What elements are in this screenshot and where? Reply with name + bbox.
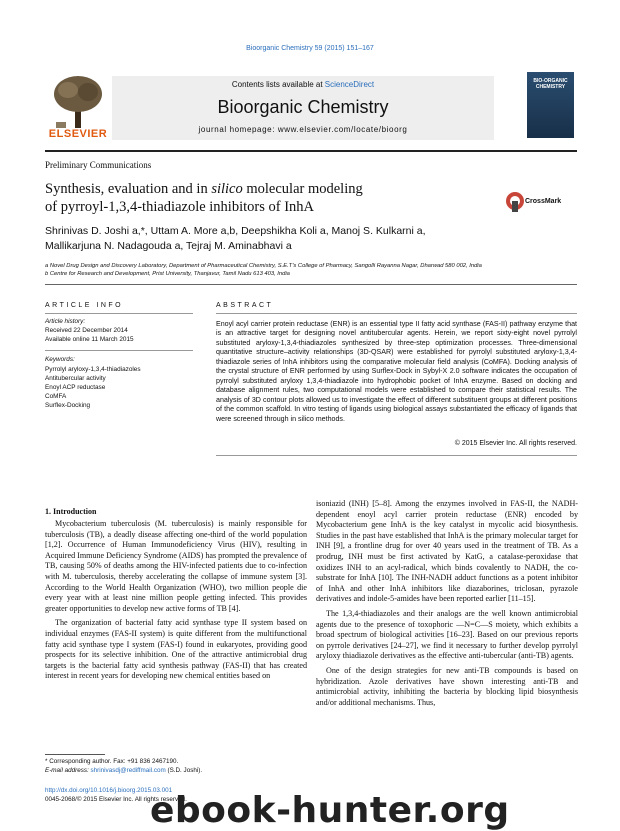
elsevier-wordmark: ELSEVIER: [48, 128, 108, 140]
abstract-rule: [216, 313, 577, 314]
email-note: [45, 767, 202, 774]
journal-citation[interactable]: Bioorganic Chemistry 59 (2015) 151–167: [246, 45, 374, 52]
footnote-rule: [45, 754, 105, 755]
cover-title: BIO-ORGANIC CHEMISTRY: [533, 78, 568, 90]
header-rule: [45, 150, 577, 152]
title-part: Synthesis, evaluation and in: [45, 181, 212, 197]
authors-line-2: Mallikarjuna N. Nadagouda a, Tejraj M. Aminabhavi a: [45, 240, 292, 252]
abstract-heading: ABSTRACT: [216, 302, 274, 309]
contents-line: [112, 80, 494, 89]
title-part: molecular modeling: [242, 181, 363, 197]
paragraph: isoniazid (INH) [5–8]. Among the enzymes involved in FAS-II, the NADH-dependent enoyl acyl carrier protein reductase (ENR) encoded by Mycobacterium gene InhA is the key catalyst in mycolic acid biosynthesis. Studies in the past have established that InhA is the primary molecular target for INH [9], a frontline drug for over 40 years used in the treatment of TB. As a prodrug, INH must be first activated by KatG, a catalase-peroxidase that oxidizes INH to an acyl-radical, which binds covalently to NADH, the co-substrate for InhA [10]. The INH-NADH adduct functions as a potent inhibitor of InhA and other InhA inhibitors like diazaborines, triclosan, pyrazole derivatives and indole-5-amides have been reported earlier [11–15].: [316, 499, 578, 604]
copyright-notice: © 2015 Elsevier Inc. All rights reserved.: [454, 440, 577, 447]
article-info-heading: ARTICLE INFO: [45, 302, 124, 309]
homepage-prefix: journal homepage:: [198, 125, 278, 134]
homepage-line: [112, 125, 494, 134]
article-info-rule: [45, 350, 193, 351]
title-line-2: of pyrroyl-1,3,4-thiadiazole inhibitors of InhA: [45, 199, 314, 215]
email-suffix: (S.D. Joshi).: [165, 767, 203, 774]
section-type: Preliminary Communications: [45, 160, 152, 170]
keyword: Enoyl ACP reductase: [45, 384, 106, 391]
crossmark-label: CrossMark: [525, 198, 562, 205]
homepage-url[interactable]: www.elsevier.com/locate/bioorg: [277, 125, 408, 134]
affiliation-a: a Novel Drug Design and Discovery Laboratory, Department of Pharmaceutical Chemistry, S.E.T’s College of Pharmacy, Sangolli Rayanna Nagar, Dharwad 580 002, India: [45, 263, 482, 269]
affiliation-b: b Centre for Research and Development, Prist University, Thanjavur, Tamil Nadu 613 403, India: [45, 271, 290, 277]
issn-line: 0045-2068/© 2015 Elsevier Inc. All rights reserved.: [45, 796, 187, 803]
online-date: Available online 11 March 2015: [45, 336, 134, 343]
paragraph: Mycobacterium tuberculosis (M. tuberculosis) is mainly responsible for tuberculosis (TB), a deadly disease affecting one-third of the world population [1,2]. Occurrence of Human Immunodeficiency Virus (HIV), resulting in Acquired Immune Deficiency Syndrome (AIDS) has prompted the prevalence of TB, causing 50% of deaths among the HIV-infected patients due to co-infection with M. tuberculosis, thereby accelerating the collapse of immune system [3]. According to the World Health Organization (WHO), two million people die every year with at least nine million people getting infected. This provides greater opportunities to develop new active forms of TB [4].: [45, 519, 307, 613]
keyword: Surflex-Docking: [45, 402, 91, 409]
contents-prefix: Contents lists available at: [231, 80, 325, 89]
keyword: Pyrrolyl aryloxy-1,3,4-thiadiazoles: [45, 366, 141, 373]
body-column-right: [316, 499, 578, 708]
history-label: Article history:: [45, 318, 86, 325]
abstract-text: Enoyl acyl carrier protein reductase (ENR) is an essential type II fatty acid synthase (FAS-II) pathway enzyme that is an attractive target for designing novel antitubercular agents. Herein, we report sixty-eight novel pyrrolyl substituted aryloxy-1,3,4-thiadiazoles synthesized by three-step optimization processes. Three-dimensional quantitative structure–activity relationships (3D-QSAR) were established for pyrrolyl substituted aryloxy-1,3,4-thiadiazole series of InhA inhibitors using the comparative molecular field analysis (CoMFA). Docking analysis of the crystal structure of ENR performed by using Surflex-Dock in Sybyl-X 2.0 software indicates the occupation of pyrrolyl substituted aryloxy 1,3,4-thiadiazole into hydrophobic pocket of InhA enzyme. Based on docking and database alignment rules, two computational models were established to compare their statistical results. The analysis of 3D contour plots allowed us to investigate the effect of different substituent groups at different positions of the common scaffold. In vitro testing of ligands using biological assays substantiated the efficacy of ligands that were screened through in silico methods.: [216, 320, 577, 423]
doi-link[interactable]: http://dx.doi.org/10.1016/j.bioorg.2015.03.001: [45, 787, 173, 794]
section-rule: [45, 284, 577, 285]
author-list: [45, 224, 525, 254]
paragraph: The organization of bacterial fatty acid synthase type II system based on individual enzymes (FAS-II system) is quite different from the multifunctional fatty acid synthase type I system (FAS-I) found in eukaryotes, providing good prospects for its selective inhibition. One of the attractive antimicrobial drug targets is the bacterial fatty acid synthesis pathway (FAS-II) that has created interest in recent years for developing new chemical entities based on: [45, 618, 307, 681]
email-link[interactable]: shrinivasdj@rediffmail.com: [90, 767, 166, 774]
watermark: ebook-hunter.org: [150, 790, 510, 831]
section-heading: 1. Introduction: [45, 507, 97, 516]
paragraph: One of the design strategies for new anti-TB compounds is based on hybridization. Azole derivatives have shown interesting anti-TB and antimicrobial activity, inhibiting the bacteria by blocking lipid biosynthesis and/or additional mechanisms. Thus,: [316, 665, 578, 707]
article-title: [45, 180, 475, 216]
title-italic: silico: [211, 181, 243, 197]
body-column-left: [45, 519, 307, 682]
authors-line-1: Shrinivas D. Joshi a,*, Uttam A. More a,b, Deepshikha Koli a, Manoj S. Kulkarni a,: [45, 225, 426, 237]
keyword: Antitubercular activity: [45, 375, 106, 382]
keywords-label: Keywords:: [45, 356, 75, 363]
corresponding-author-note: * Corresponding author. Fax: +91 836 2467190.: [45, 758, 179, 765]
crossmark-icon: [505, 191, 525, 213]
sciencedirect-link[interactable]: ScienceDirect: [324, 80, 375, 89]
article-info-rule: [45, 313, 193, 314]
email-label: E-mail address:: [45, 767, 91, 774]
abstract-rule: [216, 455, 577, 456]
paragraph: The 1,3,4-thiadiazoles and their analogs are the well known antimicrobial agents due to the presence of toxophoric —N=C—S moiety, which exhibits a broad spectrum of biological activities [16–23]. Based on our previous reports on pyrrole derivatives [24–27], we find it necessary to further develop pyrrolyl aryloxy thiadiazole derivatives as the effective anti-tubercular (anti-TB) agents.: [316, 608, 578, 661]
keyword: CoMFA: [45, 393, 67, 400]
received-date: Received 22 December 2014: [45, 327, 128, 334]
journal-name: Bioorganic Chemistry: [217, 97, 389, 117]
keyword-list: [45, 365, 141, 410]
